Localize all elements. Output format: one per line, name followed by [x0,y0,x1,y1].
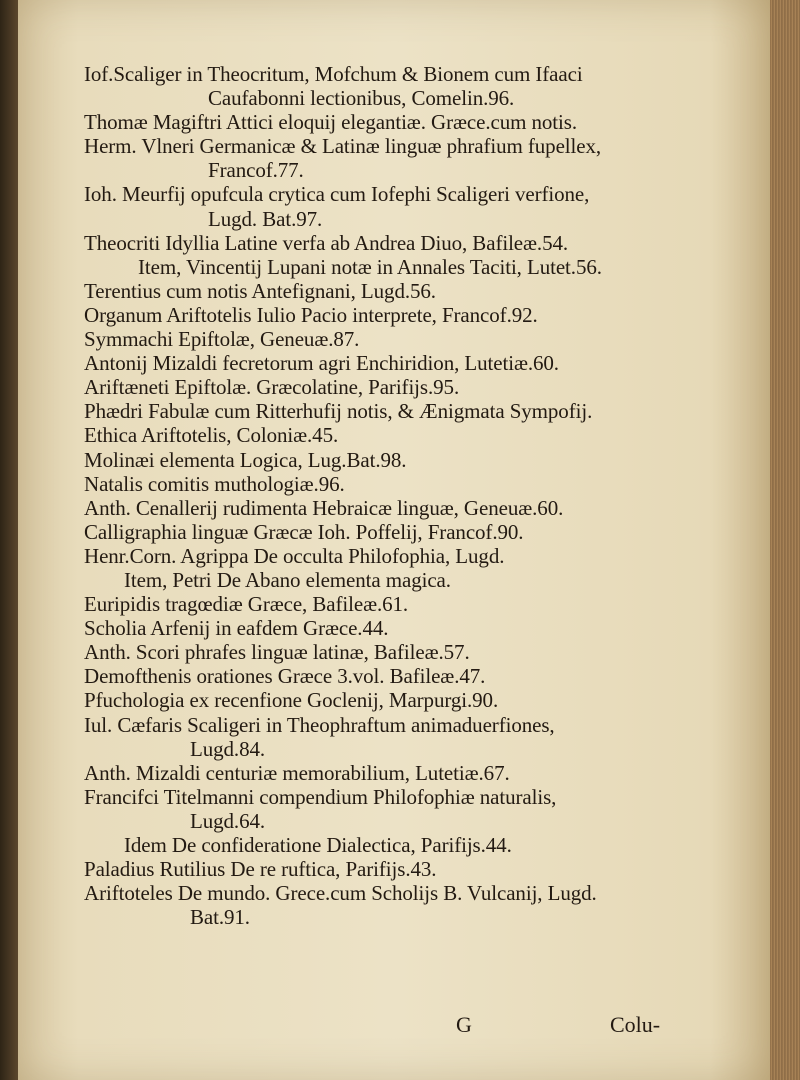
catalog-line: Francifci Titelmanni compendium Philofophiæ naturalis, [84,784,557,809]
catalog-line: Caufabonni lectionibus, Comelin.96. [208,86,515,111]
catalog-line: Paladius Rutilius De re ruftica, Parifijs.43. [84,857,437,882]
catalog-line: Scholia Arfenij in eafdem Græce.44. [84,616,389,641]
catalog-line: Item, Vincentij Lupani notæ in Annales Taciti, Lutet.56. [138,254,602,279]
catalog-line: Item, Petri De Abano elementa magica. [124,567,451,592]
catalog-line: Ioh. Meurfij opufcula crytica cum Iofephi Scaligeri verfione, [84,182,590,207]
catalog-line: Organum Ariftotelis Iulio Pacio interprete, Francof.92. [84,302,538,327]
catalog-line: Ethica Ariftotelis, Coloniæ.45. [84,423,339,448]
catalog-line: Iul. Cæfaris Scaligeri in Theophraftum animaduerfiones, [84,712,555,737]
catalog-line: Lugd.84. [190,736,266,761]
catalog-line: Natalis comitis muthologiæ.96. [84,471,345,496]
catalog-line: Calligraphia linguæ Græcæ Ioh. Poffelij, Francof.90. [84,519,524,544]
book-page [18,0,770,1080]
catalog-line: Herm. Vlneri Germanicæ & Latinæ linguæ phrafium fupellex, [84,134,602,159]
catalog-line: Terentius cum notis Antefignani, Lugd.56. [84,278,436,303]
catalog-line: Anth. Mizaldi centuriæ memorabilium, Lutetiæ.67. [84,760,510,785]
catalog-line: Anth. Cenallerij rudimenta Hebraicæ linguæ, Geneuæ.60. [84,495,564,520]
catchword: Colu- [610,1012,661,1037]
catalog-line: Lugd. Bat.97. [208,206,323,231]
catalog-line: Molinæi elementa Logica, Lug.Bat.98. [84,447,407,472]
catalog-line: Demofthenis orationes Græce 3.vol. Bafileæ.47. [84,664,486,689]
catalog-line: Phædri Fabulæ cum Ritterhufij notis, & Ænigmata Sympofij. [84,399,593,424]
catalog-line: Theocriti Idyllia Latine verfa ab Andrea Diuo, Bafileæ.54. [84,230,569,255]
catalog-line: Ariftoteles De mundo. Grece.cum Scholijs B. Vulcanij, Lugd. [84,881,597,906]
catalog-line: Thomæ Magiftri Attici eloquij elegantiæ. Græce.cum notis. [84,110,577,135]
catalog-line: Euripidis tragœdiæ Græce, Bafileæ.61. [84,592,409,617]
catalog-line: Henr.Corn. Agrippa De occulta Philofophia, Lugd. [84,543,505,568]
catalog-line: Pfuchologia ex recenfione Goclenij, Marpurgi.90. [84,688,499,713]
catalog-line: Iof.Scaliger in Theocritum, Mofchum & Bionem cum Ifaaci [84,62,583,86]
page-edges [770,0,800,1080]
catalog-line: Symmachi Epiftolæ, Geneuæ.87. [84,327,360,352]
signature-mark: G [456,1012,472,1037]
book-gutter [0,0,18,1080]
catalog-line: Bat.91. [190,905,250,930]
catalog-text-block [84,62,684,929]
catalog-line: Anth. Scori phrafes linguæ latinæ, Bafileæ.57. [84,640,470,665]
catalog-line: Antonij Mizaldi fecretorum agri Enchiridion, Lutetiæ.60. [84,351,559,376]
catalog-line: Lugd.64. [190,808,266,833]
catalog-line: Idem De confideratione Dialectica, Parifijs.44. [124,833,512,857]
catalog-line: Francof.77. [208,158,304,183]
catalog-line: Ariftæneti Epiftolæ. Græcolatine, Parifijs.95. [84,375,460,400]
